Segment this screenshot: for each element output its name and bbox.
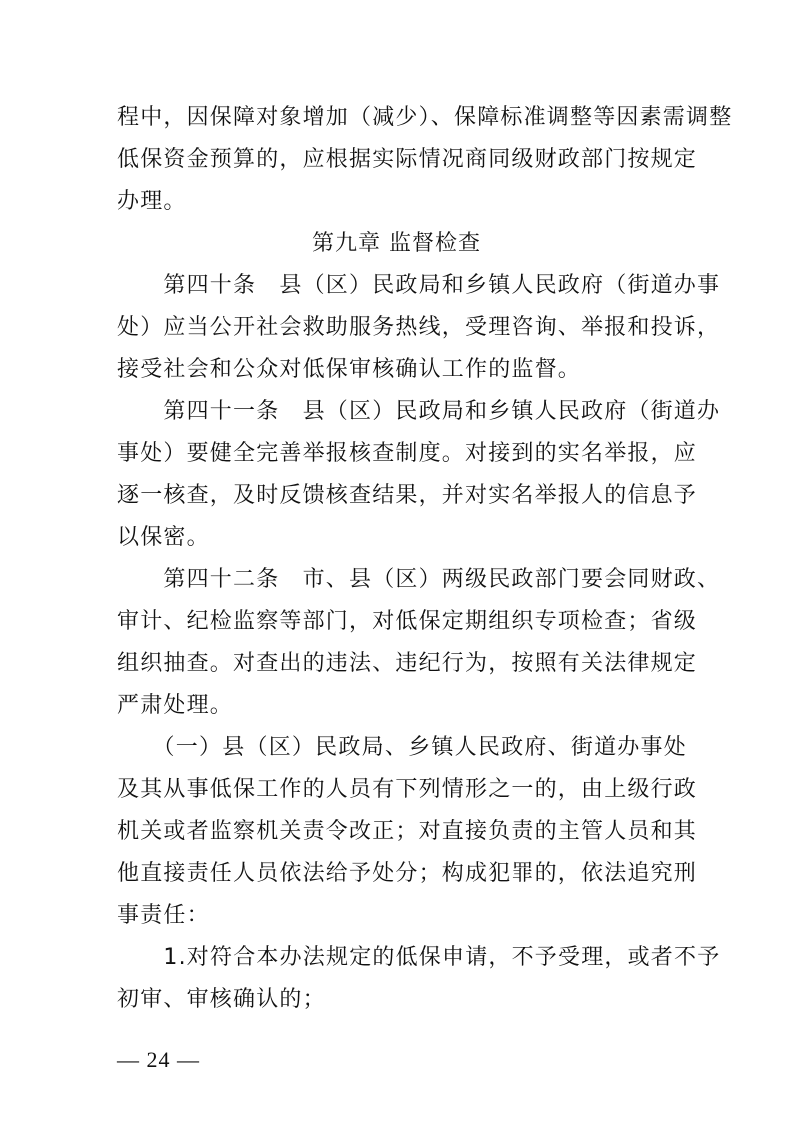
body-text-line: （一）县（区）民政局、乡镇人民政府、街道办事处 — [117, 735, 687, 760]
body-text-line: 处）应当公开社会救助服务热线，受理咨询、举报和投诉， — [117, 315, 721, 340]
body-text-line: 初审、审核确认的； — [117, 987, 326, 1012]
body-text-line: 逐一核查，及时反馈核查结果，并对实名举报人的信息予 — [117, 483, 698, 508]
body-text-line: 第四十二条 市、县（区）两级民政部门要会同财政、 — [117, 567, 721, 592]
chapter-heading: 第九章 监督检查 — [312, 231, 481, 256]
body-text-line: 办理。 — [117, 189, 187, 214]
body-text-line: 事处）要健全完善举报核查制度。对接到的实名举报，应 — [117, 441, 698, 466]
body-text-line: 及其从事低保工作的人员有下列情形之一的，由上级行政 — [117, 777, 698, 802]
body-text-line: 他直接责任人员依法给予处分；构成犯罪的，依法追究刑 — [117, 861, 698, 886]
body-text-line: 审计、纪检监察等部门，对低保定期组织专项检查；省级 — [117, 609, 698, 634]
page-number: — 24 — — [117, 1047, 200, 1072]
body-text-line: 严肃处理。 — [117, 693, 234, 718]
body-text-line: 事责任： — [117, 903, 210, 928]
body-text-line: 以保密。 — [117, 525, 210, 550]
body-text-line: 第四十条 县（区）民政局和乡镇人民政府（街道办事 — [117, 273, 721, 298]
body-text-line: 组织抽查。对查出的违法、违纪行为，按照有关法律规定 — [117, 651, 698, 676]
body-text-line: 程中，因保障对象增加（减少）、保障标准调整等因素需调整 — [117, 105, 733, 130]
body-text-line: 机关或者监察机关责令改正；对直接负责的主管人员和其 — [117, 819, 698, 844]
body-text-line: 第四十一条 县（区）民政局和乡镇人民政府（街道办 — [117, 399, 721, 424]
body-text-line: 低保资金预算的，应根据实际情况商同级财政部门按规定 — [117, 147, 698, 172]
body-text-line: 1.对符合本办法规定的低保申请，不予受理，或者不予 — [117, 945, 721, 970]
body-text-line: 接受社会和公众对低保审核确认工作的监督。 — [117, 357, 582, 382]
